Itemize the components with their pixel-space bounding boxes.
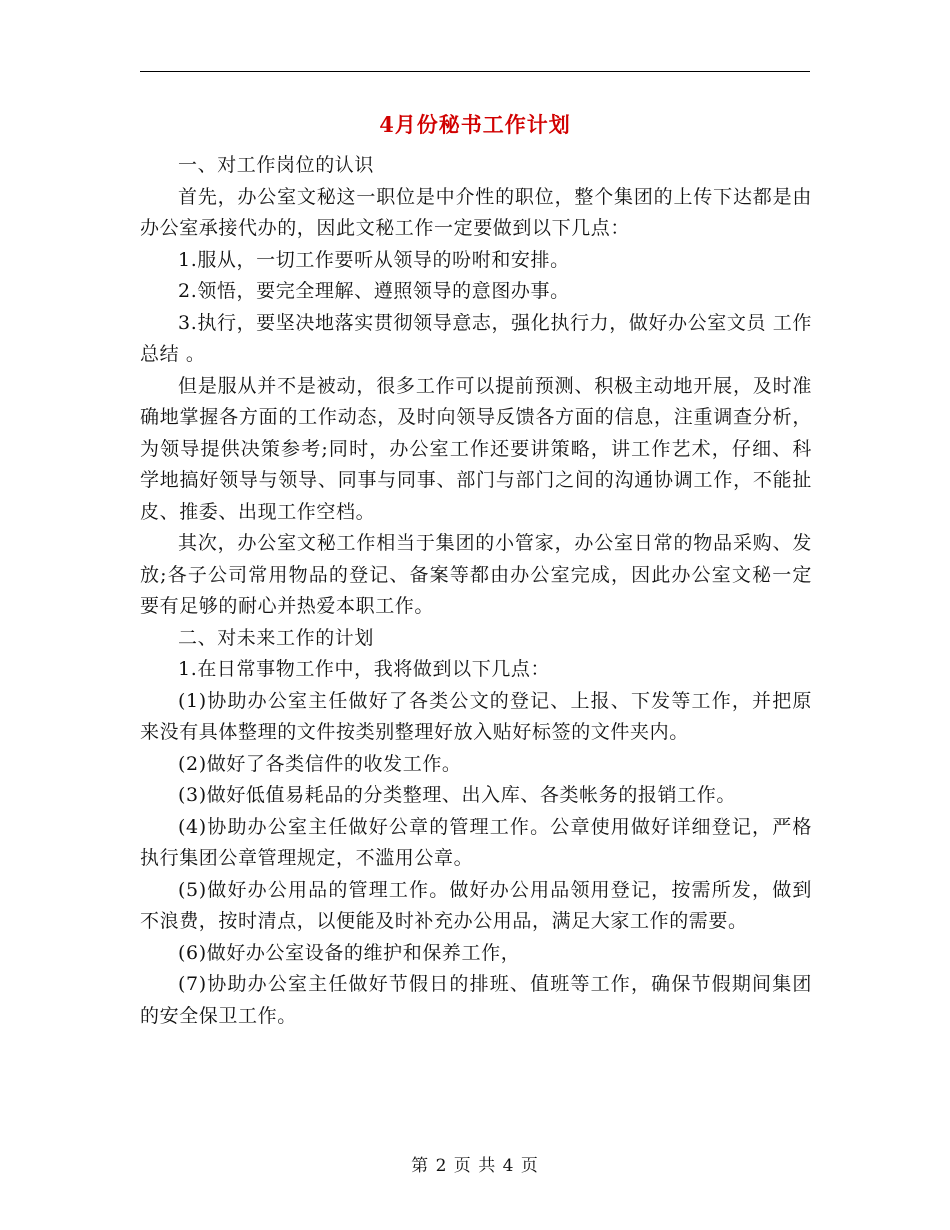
document-title: 4月份秘书工作计划 — [379, 112, 571, 137]
list-item-daily-work: 1.在日常事物工作中，我将做到以下几点： — [178, 658, 551, 680]
list-item-execute: 3.执行，要坚决地落实贯彻领导意志，强化执行力，做好办公室文员 工作总结 。 — [140, 311, 812, 365]
page-number: 第 2 页 共 4 页 — [411, 1156, 539, 1176]
list-item-documents: (1)协助办公室主任做好了各类公文的登记、上报、下发等工作，并把原来没有具体整理的文件按类别整理好放入贴好标签的文件夹内。 — [140, 689, 812, 743]
list-item-obey: 1.服从，一切工作要听从领导的吩咐和安排。 — [178, 248, 570, 271]
list-item-letters: (2)做好了各类信件的收发工作。 — [178, 752, 462, 775]
list-item-comprehend: 2.领悟，要完全理解、遵照领导的意图办事。 — [178, 280, 570, 302]
list-item-consumables: (3)做好低值易耗品的分类整理、出入库、各类帐务的报销工作。 — [178, 784, 736, 806]
section-heading-1: 一、对工作岗位的认识 — [178, 154, 375, 176]
document-body — [140, 150, 812, 1032]
list-item-equipment: (6)做好办公室设备的维护和保养工作， — [178, 941, 521, 964]
paragraph-proactive: 但是服从并不是被动，很多工作可以提前预测、积极主动地开展，及时准确地掌握各方面的工作动态，及时向领导反馈各方面的信息，注重调查分析，为领导提供决策参考;同时，办公室工作还要讲策略，讲工作艺术，仔细、科学地搞好领导与领导、同事与同事、部门与部门之间的沟通协调工作，不能扯皮、推委、出现工作空档。 — [140, 374, 812, 523]
list-item-seals: (4)协助办公室主任做好公章的管理工作。公章使用做好详细登记，严格执行集团公章管理规定，不滥用公章。 — [140, 815, 812, 869]
section-heading-2: 二、对未来工作的计划 — [178, 626, 375, 649]
paragraph-housekeeper: 其次，办公室文秘工作相当于集团的小管家，办公室日常的物品采购、发放;各子公司常用物品的登记、备案等都由办公室完成，因此办公室文秘一定要有足够的耐心并热爱本职工作。 — [140, 532, 812, 617]
header-rule — [140, 71, 810, 72]
list-item-holiday-duty: (7)协助办公室主任做好节假日的排班、值班等工作，确保节假期间集团的安全保卫工作。 — [140, 973, 812, 1027]
list-item-office-supplies: (5)做好办公用品的管理工作。做好办公用品领用登记，按需所发，做到不浪费，按时清点，以便能及时补充办公用品，满足大家工作的需要。 — [140, 878, 812, 932]
paragraph-intro: 首先，办公室文秘这一职位是中介性的职位，整个集团的上传下达都是由办公室承接代办的，因此文秘工作一定要做到以下几点： — [140, 185, 812, 239]
